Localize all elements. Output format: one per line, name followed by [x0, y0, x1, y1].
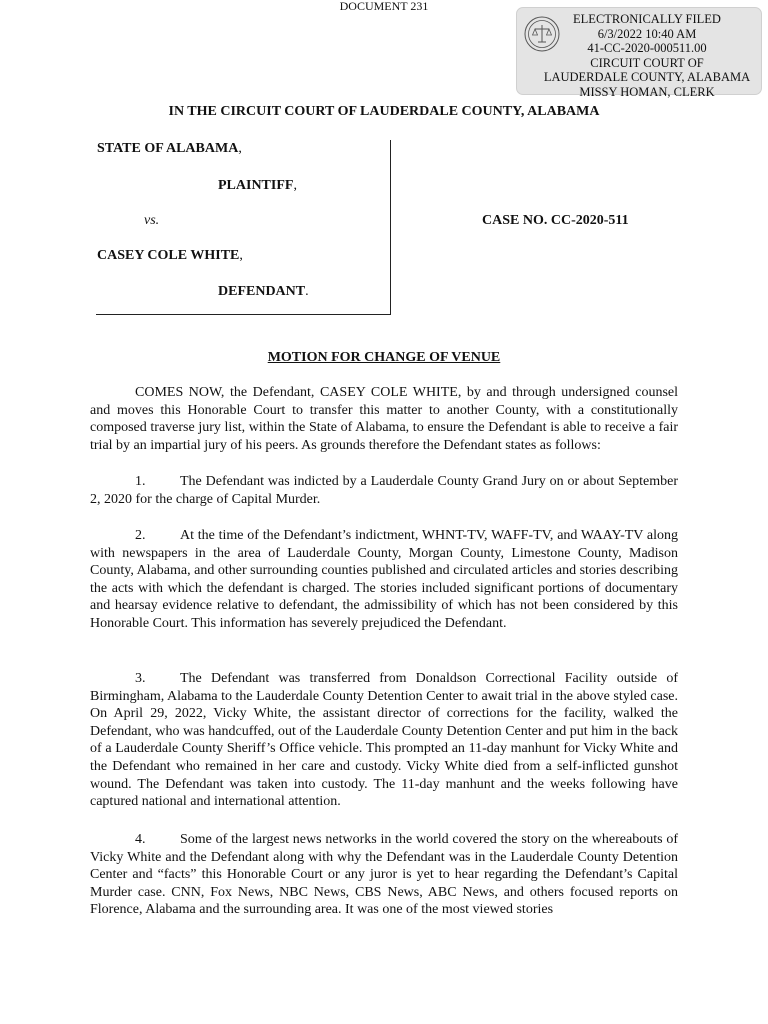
stamp-case-id: 41-CC-2020-000511.00 — [587, 41, 707, 55]
numbered-paragraph — [90, 831, 678, 919]
stamp-line: LAUDERDALE COUNTY, ALABAMA — [543, 70, 751, 84]
document-number: DOCUMENT 231 — [339, 0, 429, 13]
case-number: CASE NO. CC-2020-511 — [482, 213, 629, 228]
paragraph-text: Some of the largest news networks in the world covered the story on the whereabouts of Vicky White and the Defendant along with why the Defendant was in the Lauderdale County Detention Center and “facts” this Honorable Court or any juror is yet to hear regarding the Defendant’s Capital Murder case. CNN, Fox News, NBC News, CBS News, ABC News, and others focused reports on Florence, Alabama and the surrounding area. It was one of the most viewed stories — [90, 832, 678, 918]
plaintiff-name: STATE OF ALABAMA, — [97, 141, 242, 156]
stamp-line: ELECTRONICALLY FILED — [573, 12, 721, 26]
motion-title: MOTION FOR CHANGE OF VENUE — [267, 350, 501, 365]
defendant-role: DEFENDANT. — [218, 284, 309, 299]
court-title: IN THE CIRCUIT COURT OF LAUDERDALE COUNTY, ALABAMA — [168, 104, 600, 119]
paragraph-number: 2. — [135, 528, 146, 543]
plaintiff-role: PLAINTIFF, — [218, 178, 297, 193]
electronic-filing-stamp — [516, 7, 762, 99]
paragraph-number: 4. — [135, 832, 146, 847]
defendant-name: CASEY COLE WHITE, — [97, 248, 243, 263]
intro-paragraph: COMES NOW, the Defendant, CASEY COLE WHITE, by and through undersigned counsel and moves this Honorable Court to transfer this matter to another County, with a constitutionally composed traverse jury list, within the State of Alabama, to ensure the Defendant is able to receive a fair trial by an impartial jury of his peers. As grounds therefore the Defendant states as follows: — [90, 385, 678, 453]
paragraph-number: 1. — [135, 474, 146, 489]
paragraph-text: The Defendant was indicted by a Lauderdale County Grand Jury on or about September 2, 2020 for the charge of Capital Murder. — [90, 474, 678, 507]
numbered-paragraph — [90, 670, 678, 811]
versus: vs. — [144, 213, 160, 228]
stamp-line: CIRCUIT COURT OF — [590, 55, 704, 70]
stamp-date: 6/3/2022 10:40 AM — [597, 26, 697, 41]
paragraph-number: 3. — [135, 671, 146, 686]
paragraph-text: At the time of the Defendant’s indictment, WHNT-TV, WAFF-TV, and WAAY-TV along with newspapers in the area of Lauderdale County, Morgan County, Limestone County, Madison County, Alabama, and other surrounding counties published and circulated articles and stories describing the acts with which the defendant is charged. The stories included significant portions of documentary and hearsay evidence relative to defendant, the admissibility of which has not been considered by this Honorable Court. This information has severely prejudiced the Defendant. — [90, 528, 678, 631]
numbered-paragraph — [90, 527, 678, 633]
paragraph-text: The Defendant was transferred from Donaldson Correctional Facility outside of Birmingham, Alabama to the Lauderdale County Detention Center to await trial in the above styled case. On April 29, 2022, Vicky White, the assistant director of corrections for the facility, walked the Defendant, who was handcuffed, out of the Lauderdale County Detention Center and put him in the back of a Lauderdale County Sheriff’s Office vehicle. This prompted an 11-day manhunt for Vicky White and the Defendant who remained in her care and custody. Vicky White died from a self-inflicted gunshot wound. The Defendant was taken into custody. The 11-day manhunt and the weeks following have captured national and international attention. — [90, 671, 678, 810]
numbered-paragraph — [90, 473, 678, 508]
stamp-clerk: MISSY HOMAN, CLERK — [579, 84, 715, 99]
